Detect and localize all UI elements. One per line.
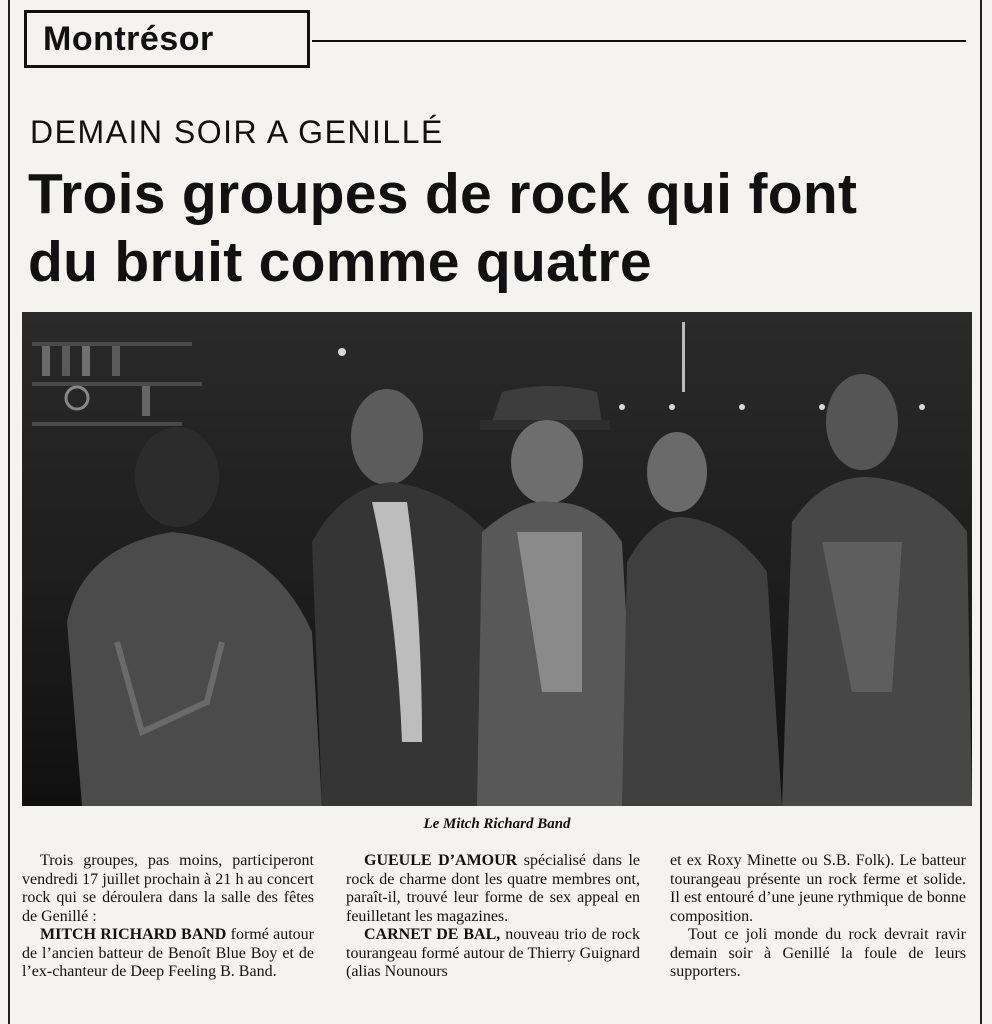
- paragraph: [346, 926, 640, 982]
- section-label: [24, 10, 310, 68]
- paragraph: [22, 926, 314, 982]
- paragraph: [346, 852, 640, 926]
- band-name: CARNET DE BAL,: [364, 926, 501, 943]
- band-members: [67, 374, 972, 806]
- paragraph-text: formé autour de l’ancien batteur de Benoît Blue Boy et de l’ex-chanteur de Deep Feeling B. Band.: [22, 926, 315, 980]
- band-photo: [22, 312, 972, 806]
- headline-line-2: du bruit comme quatre: [28, 230, 652, 294]
- band-name: GUEULE D’AMOUR: [364, 852, 518, 869]
- headline: [28, 160, 973, 296]
- headline-line-1: Trois groupes de rock qui font: [28, 162, 858, 226]
- band-name: MITCH RICHARD BAND: [40, 926, 227, 943]
- paragraph-text: spécialisé dans le rock de charme dont les quatre membres ont, paraît-il, trouvé leur forme de sex appeal en feuilletant les magazines.: [346, 852, 640, 925]
- section-label-text: Montrésor: [43, 19, 214, 58]
- article-column-2: [346, 852, 640, 982]
- band-photo-illustration: [22, 312, 972, 806]
- right-column-rule: [980, 0, 982, 1024]
- paragraph: Trois groupes, pas moins, participeront vendredi 17 juillet prochain à 21 h au concert rock qui se déroulera dans la salle des fêtes de Genillé :: [22, 852, 314, 925]
- overline: DEMAIN SOIR A GENILLÉ: [30, 114, 444, 150]
- article-column-3: [670, 852, 966, 982]
- photo-caption: Le Mitch Richard Band: [423, 816, 571, 832]
- section-rule: [312, 40, 966, 42]
- left-column-rule: [8, 0, 10, 1024]
- article-column-1: [22, 852, 314, 982]
- paragraph-text: nouveau trio de rock tourangeau formé autour de Thierry Guignard (alias Nounours: [346, 926, 640, 980]
- paragraph: Tout ce joli monde du rock devrait ravir demain soir à Genillé la foule de leurs supporters.: [670, 926, 966, 980]
- paragraph: et ex Roxy Minette ou S.B. Folk). Le batteur tourangeau présente un rock ferme et solide. Il est entouré d’une jeune rythmique de bonne composition.: [670, 852, 966, 925]
